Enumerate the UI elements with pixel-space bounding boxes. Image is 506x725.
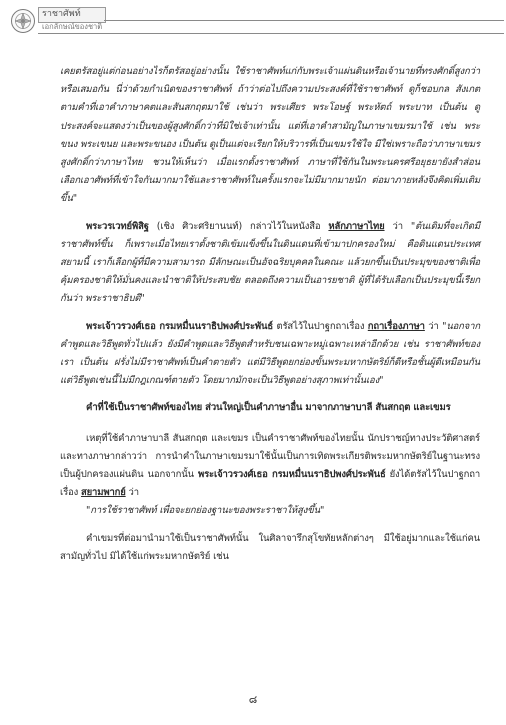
paragraph-text: เหตุที่ใช้คำภาษาบาลี สันสกฤต และเขมร เป็นคำราชาศัพท์ของไทยนั้น นักปราชญ์ทางประวัติศาสตร์และทางภาษากล่าวว่า การนำคำในภาษาเขมรมาใช้นั้นเป็นการเทิดพระเกียรติพระมหากษัตริย์ในฐานะทรงเป็นผู้ปกครองแผ่นดิน นอกจากนั้น [60, 432, 480, 481]
paragraph-tail: ยังได้ตรัสไว้ในปาฐกถาเรื่อง [60, 469, 480, 499]
paragraph-1: เคยตรัสอยู่แต่ก่อนอย่างไรก็ตรัสอยู่อย่างนั้น ใช้ราชาศัพท์แก่กับพระเจ้าแผ่นดินหรือเจ้านายที่ทรงศักดิ์สูงกว่าหรือเสมอกัน นี่ว่าด้วยกำเนิดของราชาศัพท์ ถ้าว่าต่อไปถึงความประสงค์ที่ใช้ราชาศัพท์ ดูก็ชอบกล สังเกตตามคำที่เอาคำภาษาคตและสันสกฤตมาใช้ เช่นว่า พระเศียร พระโอษฐ์ พระหัตถ์ พระบาท เป็นต้น ดูประสงค์จะแสดงว่าเป็นของผู้สูงศักดิ์กว่าที่มิใช่เจ้าเท่านั้น แต่ที่เอาคำสามัญในภาษาเขมรมาใช้ เช่น พระขนง พระเขนย และพระขนอง เป็นต้น ดูเป็นแต่จะเรียกให้บริวารที่เป็นเขมรใช้ใจ มีใช่เพราะถือว่าภาษาเขมรสูงศักดิ์กว่าภาษาไทย ชวนให้เห็นว่า เมื่อแรกตั้งราชาศัพท์ ภาษาที่ใช้กันในพระนครศรีอยุธยายังสำส่อน เลือกเอาศัพท์ที่เข้าใจกันมากมาใช้และราชาศัพท์ในครั้งแรกจะไม่มีมากมายนัก ต่อมาภายหลังจึงคิดเพิ่มเติมขึ้น" [60, 66, 480, 205]
paragraph-3 [60, 318, 480, 391]
body-text [60, 63, 480, 575]
page-number: ๘ [248, 693, 258, 706]
header-subtitle: เอกลักษณ์ของชาติ [42, 22, 103, 31]
person-detail: (เชิง ศิวะศริยานนท์) กล่าวไว้ในหนังสือ [148, 220, 329, 232]
person-name: พระเจ้าวรวงศ์เธอ กรมหมื่นนราธิปพงศ์ประพันธ์ [197, 469, 386, 481]
header-divider [38, 33, 504, 34]
paragraph-5 [60, 430, 480, 503]
quote-text: "นอกจากคำพูดและวิธีพูดทั่วไปแล้ว ยังมีคำพูดและวิธีพูดสำหรับชนเฉพาะหมู่เฉพาะเหล่าอีกด้วย เช่น ราชาศัพท์ของเรา เป็นต้น ฝรั่งไม่มีราชาศัพท์เป็นคำตายตัว แต่มีวิธีพูดยกย่องขั้นพระมหากษัตริย์ก็ดีหรือชั้นผู้ดีเหมือนกัน แต่วิธีพูดเช่นนี้ไม่มีกฎเกณฑ์ตายตัว โดยมากมักจะเป็นวิธีพูดอย่างสุภาพเท่านั้นเอง" [60, 320, 480, 387]
quote-text: "ต้นเดิมที่จะเกิดมีราชาศัพท์ขึ้น ก็เพราะเมื่อไทยเราตั้งชาติเข้มแข็งขึ้นในดินแดนที่เข้ามาปกครองใหม่ คือดินแดนประเทศสยามนี้ เราก็เลือกผู้ที่มีความสามารถ มีลักษณะเป็นอัจฉริยบุคคลในคณะ แล้วยกขึ้นเป็นประมุขของชาติเพื่อคุ้มครองชาติให้มั่นคงและนำชาติให้ประสบชัย ตลอดถึงความเป็นอารยชาติ ผู้ที่ได้รับเลือกเป็นประมุขนี้เรียกกันว่า พระราชาธิบดี" [60, 220, 481, 305]
section-heading: คำที่ใช้เป็นราชาศัพท์ของไทย ส่วนใหญ่เป็นคำภาษาอื่น มาจากภาษาบาลี สันสกฤต และเขมร [86, 402, 451, 414]
paragraph-2 [60, 218, 480, 309]
paragraph-tail-2: ว่า [125, 487, 139, 499]
intro-text: ตรัสไว้ในปาฐกถาเรื่อง [273, 320, 368, 332]
header-rule [104, 20, 504, 21]
header-title: ราชาศัพท์ [42, 9, 81, 19]
quote-paragraph: "การใช้ราชาศัพท์ เพื่อจะยกย่องฐานะของพระราชาให้สูงขึ้น" [86, 505, 325, 517]
intro-tail: ว่า [384, 220, 411, 232]
intro-tail: ว่า [424, 320, 443, 332]
paragraph-7: คำเขมรที่ต่อมานำมาใช้เป็นราชาศัพท์นั้น ในศิลาจารึกสุโขทัยหลักต่างๆ มีใช้อยู่มากและใช้แก่คนสามัญทั่วไป มิได้ใช้แก่พระมหากษัตริย์ เช่น [60, 532, 480, 562]
book-title: สยามพากย์ [80, 487, 126, 499]
book-title: หลักภาษาไทย [328, 220, 385, 232]
person-name: พระเจ้าวรวงศ์เธอ กรมหมื่นนราธิปพงศ์ประพันธ์ [86, 320, 274, 332]
person-name: พระวรเวทย์พิสิฐ [86, 220, 149, 232]
book-title: กถาเรื่องภาษา [367, 320, 425, 332]
crest-icon [10, 8, 36, 34]
